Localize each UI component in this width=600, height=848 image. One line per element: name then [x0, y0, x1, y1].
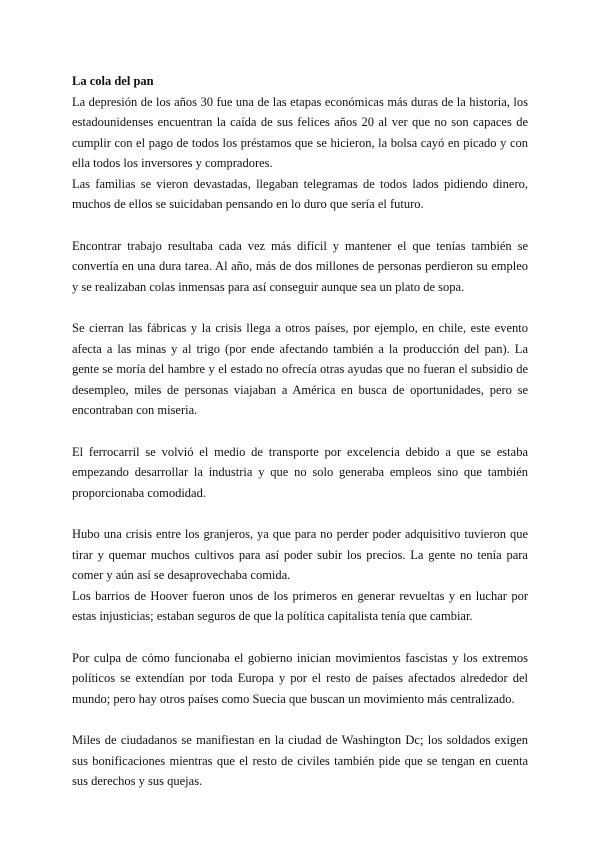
paragraph-depression: La depresión de los años 30 fue una de las etapas económicas más duras de la historia, los estadounidenses encuentran la caída de sus felices años 20 al ver que no son capaces de cumplir con el pago de todos los préstamos que se hicieron, la bolsa cayó en picado y con ella todos los inversores y compradores.: [72, 94, 528, 171]
paragraph-spacer: [72, 709, 528, 730]
paragraph-families: Las familias se vieron devastadas, llegaban telegramas de todos lados pidiendo dinero, muchos de ellos se suicidaban pensando en lo duro que sería el futuro.: [72, 176, 528, 212]
paragraph-spacer: [72, 503, 528, 524]
paragraph-spacer: [72, 627, 528, 648]
paragraph-railway: El ferrocarril se volvió el medio de transporte por excelencia debido a que se estaba empezando desarrollar la industria y que no solo generaba empleos sino que también proporcionaba comodidad.: [72, 444, 528, 500]
paragraph-washington: Miles de ciudadanos se manifiestan en la ciudad de Washington Dc; los soldados exigen sus bonificaciones mientras que el resto de civiles también pide que se tengan en cuenta sus derechos y sus quejas.: [72, 732, 528, 789]
paragraph-farmers: Hubo una crisis entre los granjeros, ya que para no perder poder adquisitivo tuvieron que tirar y quemar muchos cultivos para así poder subir los precios. La gente no tenía para comer y aún así se desaprovechaba comida.: [72, 526, 528, 583]
paragraph-factories: Se cierran las fábricas y la crisis llega a otros países, por ejemplo, en chile, este evento afecta a las minas y al trigo (por ende afectando también a la producción del pan). La gente se moría del hambre y el estado no ofrecía otras ayudas que no fueran el subsidio de desempleo, miles de personas viajaban a América en busca de oportunidades, pero se encontraban con miseria.: [72, 321, 528, 418]
paragraph-spacer: [72, 297, 528, 318]
paragraph-employment: Encontrar trabajo resultaba cada vez más difícil y mantener el que tenías también se convertía en una dura tarea. Al año, más de dos millones de personas perdieron su empleo y se realizaban colas inmensas para así conseguir aunque sea un plato de sopa.: [72, 238, 528, 294]
paragraph-spacer: [72, 421, 528, 442]
paragraph-spacer: [72, 215, 528, 236]
paragraph-politics: Por culpa de cómo funcionaba el gobierno inician movimientos fascistas y los extremos políticos se extendían por toda Europa y por el resto de países afectados alrededor del mundo; pero hay otros países como Suecia que buscan un movimiento más centralizado.: [72, 650, 528, 706]
paragraph-hoover: Los barrios de Hoover fueron unos de los primeros en generar revueltas y en luchar por estas injusticias; estaban seguros de que la política capitalista tenía que cambiar.: [72, 588, 528, 624]
document-title: La cola del pan: [72, 74, 154, 88]
